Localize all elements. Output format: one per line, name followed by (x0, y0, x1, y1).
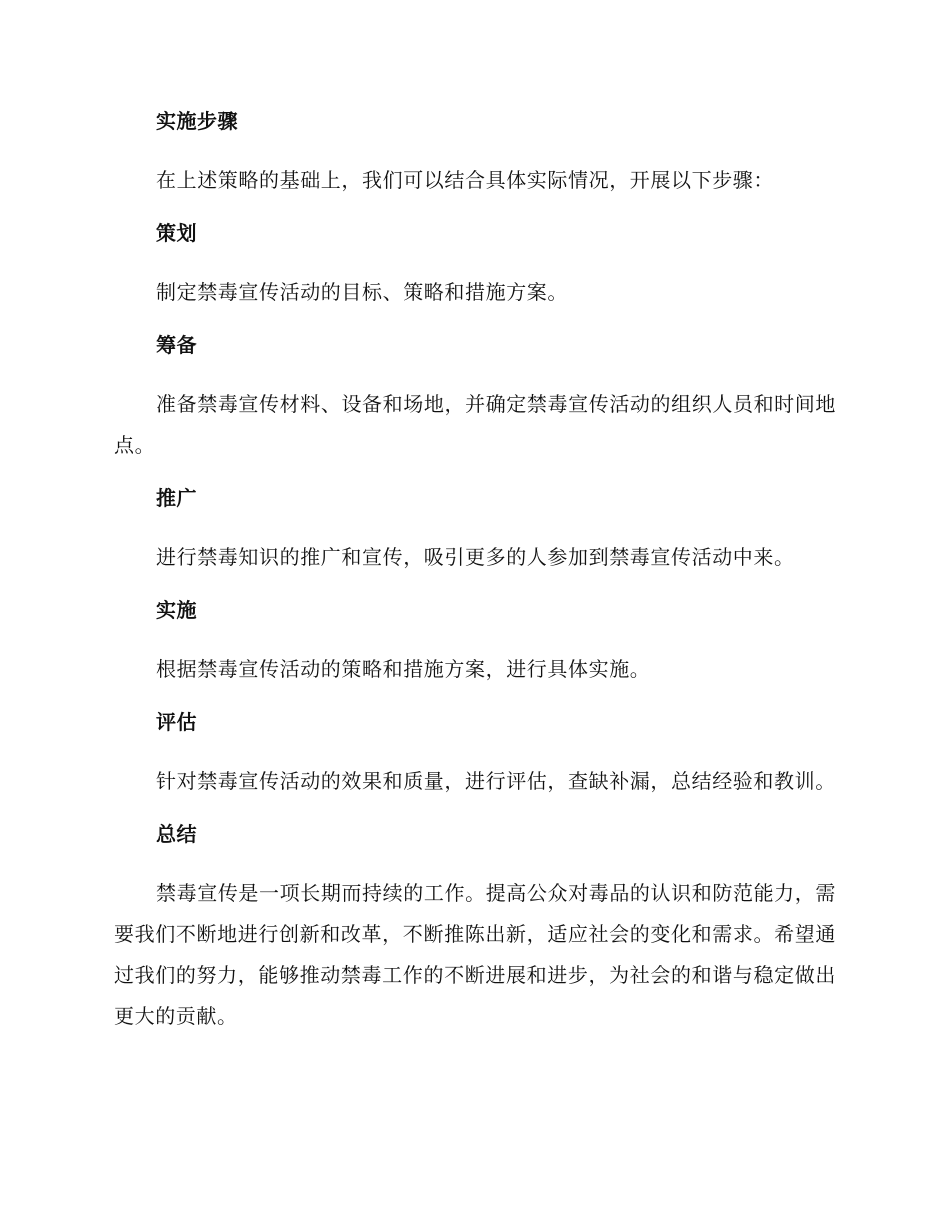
section-implementation-steps (114, 106, 836, 201)
section-summary (114, 819, 836, 1037)
section-paragraph: 针对禁毒宣传活动的效果和质量，进行评估，查缺补漏，总结经验和教训。 (156, 769, 836, 793)
section-promotion (114, 483, 836, 578)
section-planning (114, 218, 836, 313)
section-evaluation (114, 707, 836, 802)
section-preparation (114, 330, 836, 466)
section-paragraph: 进行禁毒知识的推广和宣传，吸引更多的人参加到禁毒宣传活动中来。 (156, 545, 795, 569)
section-heading: 策划 (156, 221, 197, 245)
section-heading: 总结 (156, 822, 197, 846)
section-paragraph: 制定禁毒宣传活动的目标、策略和措施方案。 (156, 280, 568, 304)
section-execution (114, 595, 836, 690)
section-heading: 实施 (156, 598, 197, 622)
section-paragraph: 根据禁毒宣传活动的策略和措施方案，进行具体实施。 (156, 657, 651, 681)
section-paragraph: 准备禁毒宣传材料、设备和场地，并确定禁毒宣传活动的组织人员和时间地点。 (114, 392, 836, 457)
section-heading: 筹备 (156, 333, 197, 357)
section-paragraph: 在上述策略的基础上，我们可以结合具体实际情况，开展以下步骤： (156, 168, 774, 192)
section-heading: 实施步骤 (156, 109, 238, 133)
section-heading: 评估 (156, 710, 197, 734)
section-heading: 推广 (156, 486, 197, 510)
section-paragraph: 禁毒宣传是一项长期而持续的工作。提高公众对毒品的认识和防范能力，需要我们不断地进行创新和改革，不断推陈出新，适应社会的变化和需求。希望通过我们的努力，能够推动禁毒工作的不断进展和进步，为社会的和谐与稳定做出更大的贡献。 (114, 881, 836, 1028)
